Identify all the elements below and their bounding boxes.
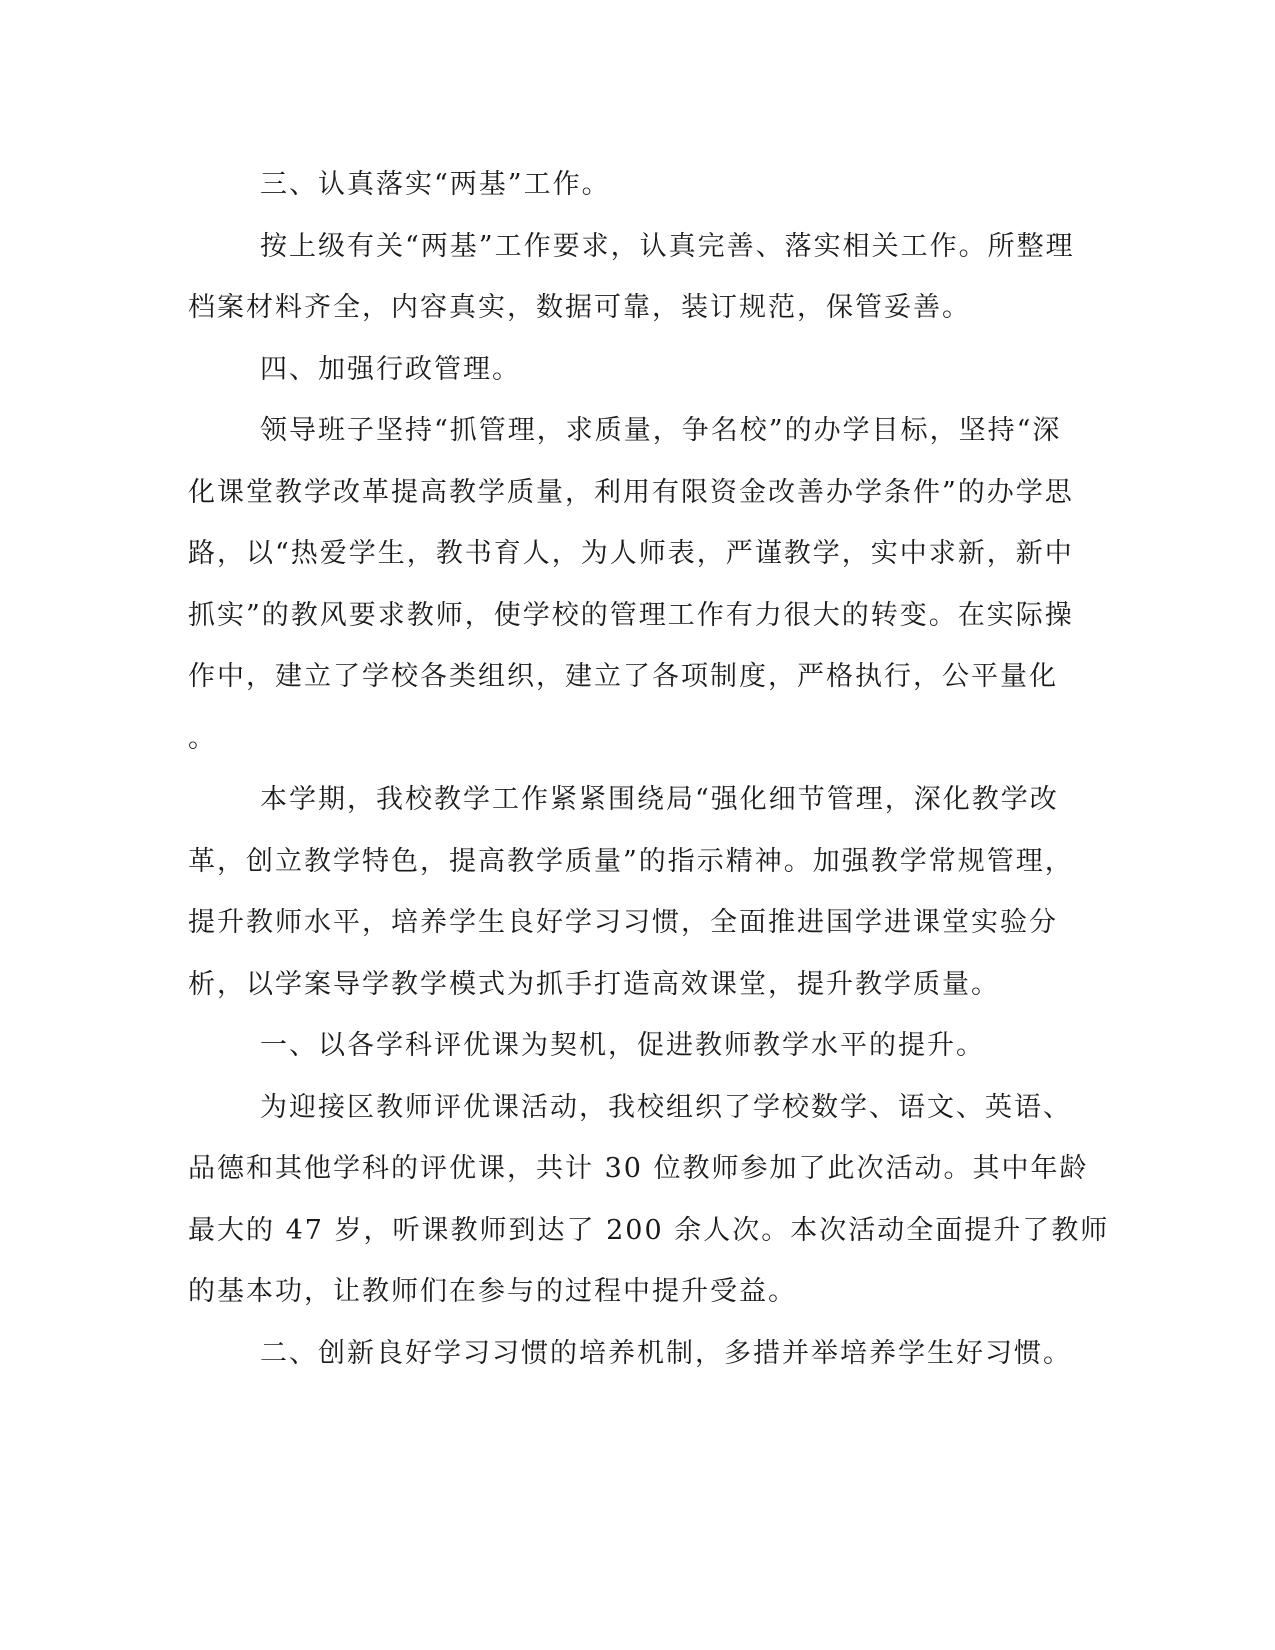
paragraph-line: 。: [188, 722, 217, 754]
paragraph-line: 析，以学案导学教学模式为抓手打造高效课堂，提升教学质量。: [188, 968, 1000, 1000]
section-heading-two: 二、创新良好学习习惯的培养机制，多措并举培养学生好习惯。: [260, 1337, 1072, 1369]
section-heading-four: 四、加强行政管理。: [260, 353, 521, 385]
paragraph-line: 最大的 47 岁，听课教师到达了 200 余人次。本次活动全面提升了教师: [188, 1214, 1110, 1246]
paragraph-line: 本学期，我校教学工作紧紧围绕局“强化细节管理，深化教学改: [260, 784, 1059, 815]
document-body: [188, 154, 1110, 1384]
paragraph-line: 抓实”的教风要求教师，使学校的管理工作有力很大的转变。在实际操: [188, 599, 1074, 631]
paragraph-line: 的基本功，让教师们在参与的过程中提升受益。: [188, 1276, 797, 1307]
section-heading-three: 三、认真落实“两基”工作。: [260, 169, 611, 200]
paragraph-line: 革，创立教学特色，提高教学质量”的指示精神。加强教学常规管理，: [188, 845, 1074, 877]
paragraph-line: 领导班子坚持“抓管理，求质量，争名校”的办学目标，坚持“深: [260, 415, 1062, 446]
paragraph-line: 品德和其他学科的评优课，共计 30 位教师参加了此次活动。其中年龄: [188, 1153, 1089, 1184]
section-heading-one: 一、以各学科评优课为契机，促进教师教学水平的提升。: [260, 1030, 985, 1061]
paragraph-line: 作中，建立了学校各类组织，建立了各项制度，严格执行，公平量化: [188, 661, 1058, 692]
paragraph-line: 档案材料齐全，内容真实，数据可靠，装订规范，保管妥善。: [188, 292, 971, 323]
paragraph-line: 为迎接区教师评优课活动，我校组织了学校数学、语文、英语、: [260, 1091, 1072, 1123]
paragraph-line: 提升教师水平，培养学生良好学习习惯，全面推进国学进课堂实验分: [188, 907, 1058, 938]
paragraph-line: 化课堂教学改革提高教学质量，利用有限资金改善办学条件”的办学思: [188, 476, 1074, 508]
paragraph-line: 路，以“热爱学生，教书育人，为人师表，严谨教学，实中求新，新中: [188, 538, 1074, 569]
paragraph-line: 按上级有关“两基”工作要求，认真完善、落实相关工作。所整理: [260, 230, 1075, 262]
